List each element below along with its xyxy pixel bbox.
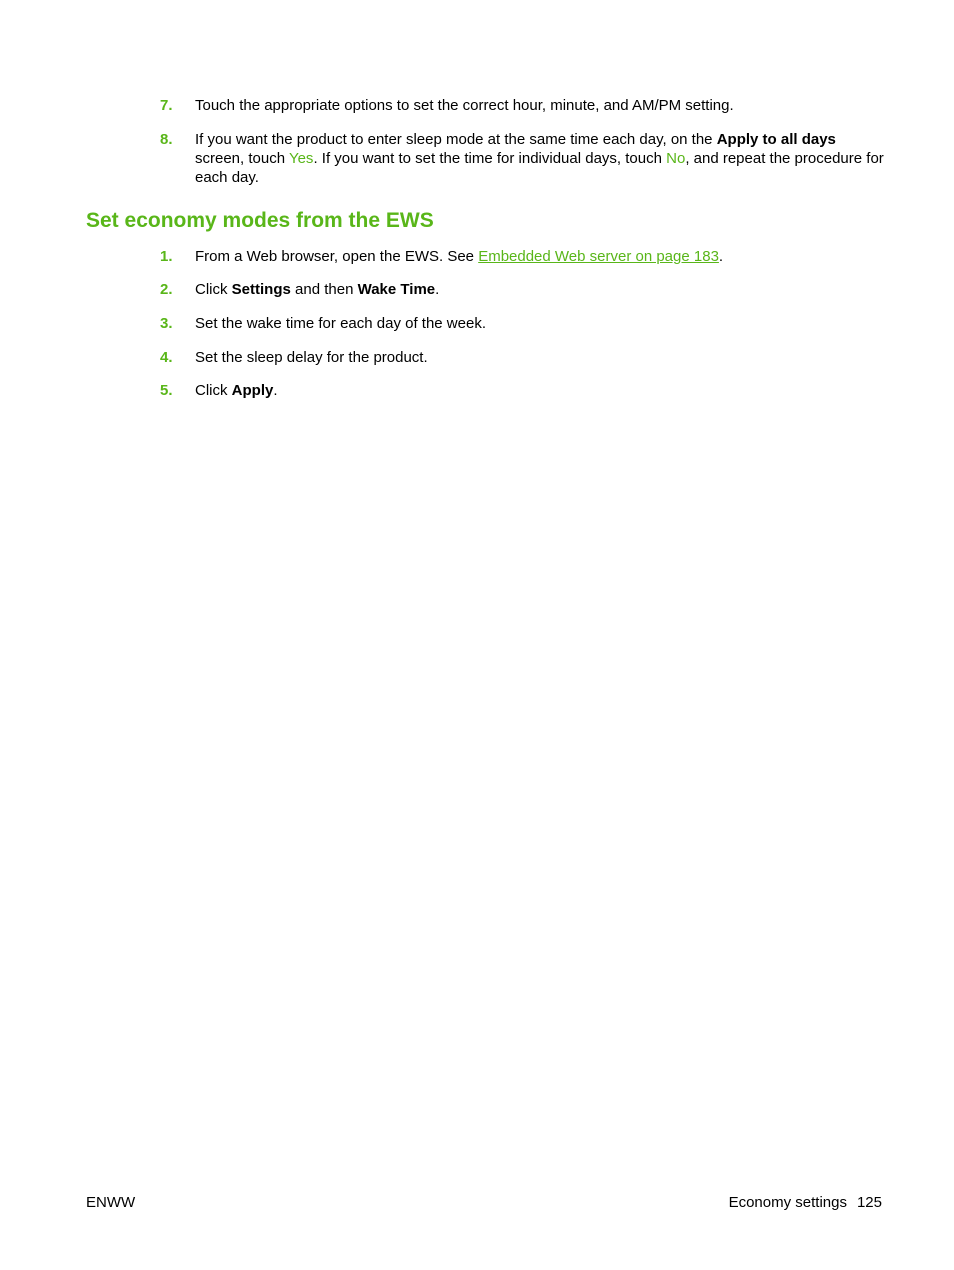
step-text: Set the wake time for each day of the week. bbox=[195, 315, 486, 332]
text-segment: . bbox=[273, 382, 278, 399]
text-segment: screen, touch bbox=[195, 150, 289, 167]
section-heading: Set economy modes from the EWS bbox=[86, 209, 434, 232]
text-segment: and then bbox=[290, 281, 358, 298]
step-number: 4. bbox=[160, 349, 173, 366]
embedded-web-server-link[interactable]: Embedded Web server on page 183 bbox=[478, 248, 719, 265]
text-segment: , and repeat the procedure for each day. bbox=[195, 150, 884, 186]
text-segment: . If you want to set the time for individual days, touch bbox=[313, 150, 667, 167]
footer-section-name: Economy settings bbox=[728, 1194, 847, 1211]
footer-left: ENWW bbox=[86, 1194, 136, 1211]
bold-term: Apply bbox=[231, 382, 274, 399]
option-yes: Yes bbox=[288, 150, 314, 167]
step-number: 7. bbox=[160, 97, 173, 114]
step-number: 1. bbox=[160, 248, 173, 265]
step-text bbox=[195, 247, 885, 266]
step-number: 3. bbox=[160, 315, 173, 332]
step-text bbox=[195, 381, 885, 400]
text-segment: Click bbox=[195, 281, 232, 298]
bold-term: Settings bbox=[231, 281, 291, 298]
step-number: 5. bbox=[160, 382, 173, 399]
step-number: 2. bbox=[160, 281, 173, 298]
text-segment: If you want the product to enter sleep mode at the same time each day, on the bbox=[195, 131, 717, 148]
step-number: 8. bbox=[160, 131, 173, 148]
step-text: Touch the appropriate options to set the correct hour, minute, and AM/PM setting. bbox=[195, 97, 734, 114]
footer-right bbox=[729, 1193, 882, 1212]
step-text: Set the sleep delay for the product. bbox=[195, 349, 428, 366]
text-segment: From a Web browser, open the EWS. See bbox=[195, 248, 479, 265]
step-text bbox=[195, 130, 885, 187]
text-segment: . bbox=[718, 248, 724, 265]
option-no: No bbox=[666, 150, 686, 167]
text-segment: Click bbox=[195, 382, 232, 399]
page-number: 125 bbox=[856, 1194, 882, 1211]
bold-term: Apply to all days bbox=[716, 131, 836, 148]
step-text bbox=[195, 280, 885, 299]
bold-term: Wake Time bbox=[357, 281, 436, 298]
text-segment: . bbox=[435, 281, 440, 298]
